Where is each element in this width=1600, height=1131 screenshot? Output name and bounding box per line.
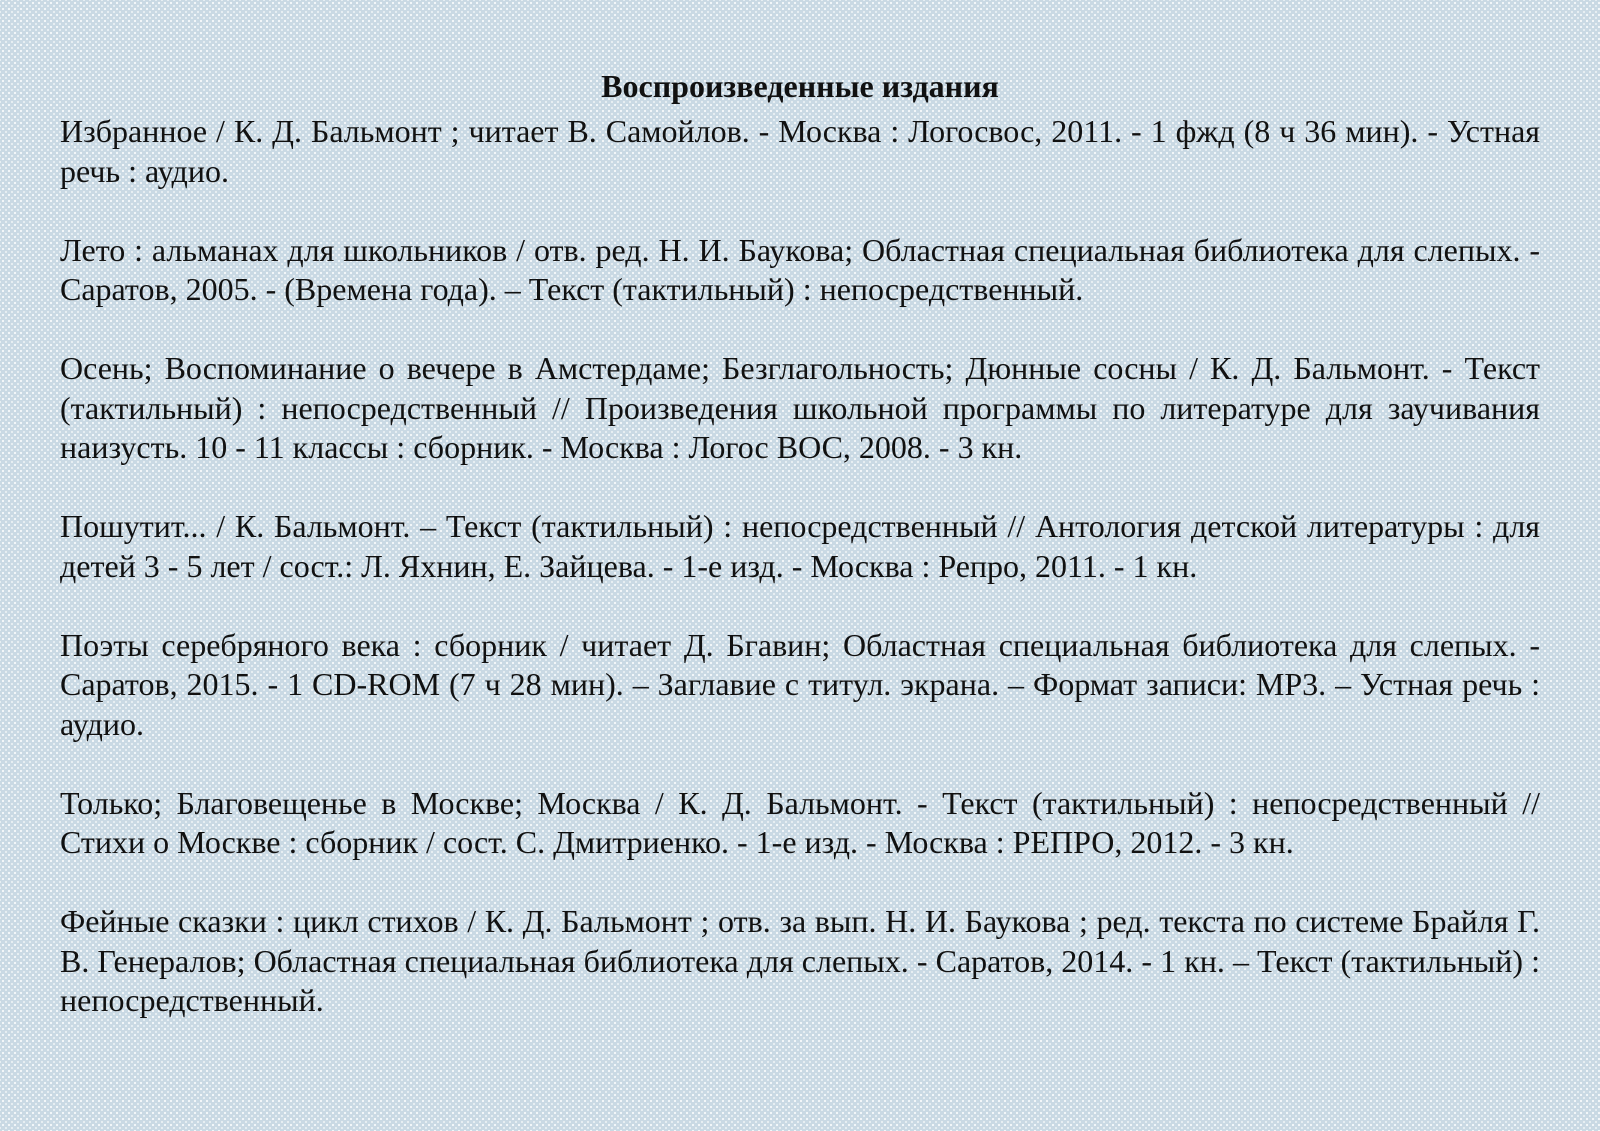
bibliography-entry-3: Осень; Воспоминание о вечере в Амстердаме; Безглагольность; Дюнные сосны / К. Д. Бальмонт. - Текст (тактильный) : непосредственный // Произведения школьной программы по литературе для заучивания наизусть. 10 - 11 классы : сборник. - Москва : Логос ВОС, 2008. - 3 кн. [60, 350, 1540, 465]
bibliography-entry-4: Пошутит... / К. Бальмонт. – Текст (тактильный) : непосредственный // Антология детской литературы : для детей 3 - 5 лет / сост.: Л. Яхнин, Е. Зайцева. - 1-е изд. - Москва : Репро, 2011. - 1 кн. [60, 508, 1540, 584]
bibliography-entry-6: Только; Благовещенье в Москве; Москва / К. Д. Бальмонт. - Текст (тактильный) : непосредственный // Стихи о Москве : сборник / сост. С. Дмитриенко. - 1-е изд. - Москва : РЕПРО, 2012. - 3 кн. [60, 784, 1540, 860]
bibliography-list [60, 112, 1540, 1021]
document-page [60, 66, 1540, 1106]
bibliography-entry-2: Лето : альманах для школьников / отв. ред. Н. И. Баукова; Областная специальная библиотека для слепых. - Саратов, 2005. - (Времена года). – Текст (тактильный) : непосредственный. [60, 231, 1540, 307]
bibliography-entry-7: Фейные сказки : цикл стихов / К. Д. Бальмонт ; отв. за вып. Н. И. Баукова ; ред. текста по системе Брайля Г. В. Генералов; Областная специальная библиотека для слепых. - Саратов, 2014. - 1 кн. – Текст (тактильный) : непосредственный. [60, 903, 1540, 1018]
bibliography-entry-1: Избранное / К. Д. Бальмонт ; читает В. Самойлов. - Москва : Логосвос, 2011. - 1 фжд (8 ч 36 мин). - Устная речь : аудио. [60, 113, 1540, 189]
page-title: Воспроизведенные издания [601, 68, 999, 104]
bibliography-entry-5: Поэты серебряного века : сборник / читает Д. Бгавин; Областная специальная библиотека для слепых. - Саратов, 2015. - 1 CD-ROM (7 ч 28 мин). – Заглавие с титул. экрана. – Формат записи: MP3. – Устная речь : аудио. [60, 626, 1540, 742]
